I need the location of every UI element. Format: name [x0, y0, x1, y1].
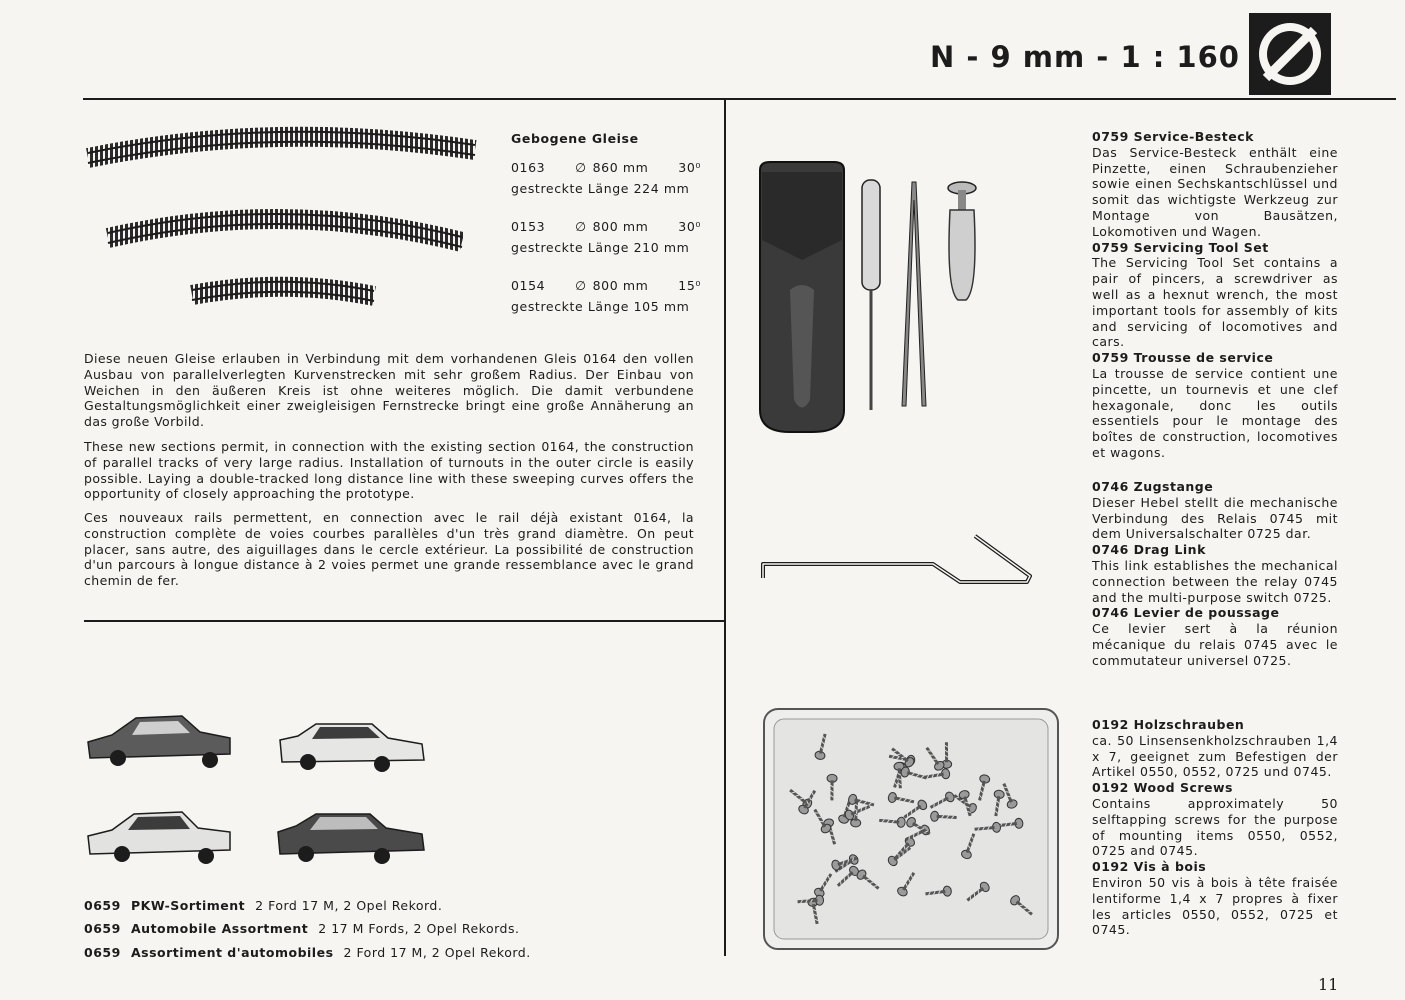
item-title: 0746 Zugstange	[1092, 479, 1214, 494]
track-specs	[511, 128, 701, 334]
track-angle: 30⁰	[678, 160, 701, 175]
track-entry	[511, 216, 701, 258]
car-image	[88, 812, 230, 864]
diameter-icon: ∅	[575, 278, 587, 293]
wood-screws-illustration	[762, 707, 1062, 952]
caption-line	[84, 917, 531, 940]
hexnut-wrench-image	[948, 182, 976, 300]
track-angle: 30⁰	[678, 219, 701, 234]
track-diameter: 800 mm	[592, 219, 649, 234]
track-0154-image	[192, 282, 374, 301]
item-title: 0192 Wood Screws	[1092, 780, 1234, 796]
caption-line	[84, 894, 531, 917]
paragraph-en: These new sections permit, in connection with the existing section 0164, the construction of parallel tracks of very large radius. Installation of turnouts in the outer circle is easily possible. Laying a double-tracked long distance line with these sweeping curves offers the opportunity of closely approaching the prototype.	[84, 439, 694, 502]
item-title: 0746 Drag Link	[1092, 542, 1206, 558]
article-name: PKW-Sortiment	[131, 898, 246, 913]
track-number: 0154	[511, 278, 546, 293]
page-number: 11	[1318, 975, 1339, 994]
cars-caption	[84, 894, 531, 964]
article-name: Assortiment d'automobiles	[131, 944, 334, 960]
cars-illustration	[84, 700, 444, 875]
item-text: Ce levier sert à la réunion mécanique du relais 0745 avec le commutateur universel 0725.	[1092, 621, 1338, 668]
car-image	[278, 814, 424, 864]
article-name: Automobile Assortment	[131, 921, 309, 937]
header-rule	[83, 98, 1396, 100]
item-text: La trousse de service contient une pincette, un tournevis et une clef hexagonale, donc les outils essentiels pour le montage des boîtes de construction, locomotives et wagons.	[1092, 365, 1338, 460]
track-length: gestreckte Länge 210 mm	[511, 240, 690, 255]
item-text: ca. 50 Linsensenkholzschrauben 1,4 x 7, geeignet zum Befestigen der Artikel 0550, 0552, 0725 und 0745.	[1092, 732, 1338, 780]
article-desc: 2 17 M Fords, 2 Opel Rekords.	[318, 921, 520, 937]
drag-link-illustration	[755, 530, 1040, 590]
wood-screws-text	[1092, 717, 1338, 938]
track-diameter: 800 mm	[592, 278, 649, 293]
track-number: 0153	[511, 219, 546, 234]
diameter-icon: ∅	[575, 219, 587, 234]
track-number: 0163	[511, 160, 546, 175]
item-text: The Servicing Tool Set contains a pair of pincers, a screwdriver as well as a hexnut wrench, the most important tools for assembly of kits and servicing of locomotives and cars.	[1092, 255, 1338, 350]
diameter-icon: ∅	[575, 160, 587, 175]
item-title: 0192 Holzschrauben	[1092, 717, 1245, 732]
drag-link-text	[1092, 479, 1338, 669]
item-text: Das Service-Besteck enthält eine Pinzette, einen Schraubenzieher sowie einen Sechskantschlüssel und somit das wichtigste Werkzeug zur Montage von Bausätzen, Lokomotiven und Wagen.	[1092, 144, 1338, 239]
item-text: This link establishes the mechanical connection between the relay 0745 and the multi-purpose switch 0725.	[1092, 557, 1338, 605]
track-entry	[511, 275, 701, 317]
item-title: 0746 Levier de poussage	[1092, 605, 1280, 621]
track-angle: 15⁰	[678, 278, 701, 293]
item-title: 0759 Service-Besteck	[1092, 129, 1254, 144]
section-rule	[84, 620, 725, 622]
track-length: gestreckte Länge 224 mm	[511, 181, 690, 196]
track-heading: Gebogene Gleise	[511, 131, 639, 146]
paragraph-fr: Ces nouveaux rails permettent, en connection avec le rail déjà existant 0164, la construction complète de voies courbes parallèles d'un très grand diamètre. On peut placer, sans autre, des aiguillages dans le cercle extérieur. La possibilité de construction d'un parcours à longue distance à 2 voies permet une grande ressemblance avec le grand chemin de fer.	[84, 510, 694, 589]
track-entry	[511, 157, 701, 199]
car-image	[88, 716, 230, 768]
screwdriver-image	[862, 180, 880, 410]
item-title: 0192 Vis à bois	[1092, 859, 1207, 875]
caption-line	[84, 941, 531, 964]
article-number: 0659	[84, 921, 121, 937]
article-number: 0659	[84, 944, 121, 960]
item-text: Environ 50 vis à bois à tête fraisée lentiforme 1,4 x 7 propres à fixer les articles 0550, 0552, 0725 et 0745.	[1092, 874, 1338, 938]
article-desc: 2 Ford 17 M, 2 Opel Rekord.	[255, 898, 443, 913]
item-title: 0759 Trousse de service	[1092, 350, 1274, 366]
scale-title: N - 9 mm - 1 : 160	[930, 40, 1240, 74]
item-text: Contains approximately 50 selftapping screws for the purpose of mounting items 0550, 0552, 0725 and 0745.	[1092, 795, 1338, 859]
track-0163-image	[88, 132, 475, 163]
track-diameter: 860 mm	[592, 160, 649, 175]
curved-tracks-illustration	[80, 120, 500, 320]
item-title: 0759 Servicing Tool Set	[1092, 239, 1269, 255]
car-image	[280, 724, 424, 772]
slashed-circle-logo-icon	[1249, 13, 1331, 95]
article-desc: 2 Ford 17 M, 2 Opel Rekord.	[343, 944, 531, 960]
pouch-image	[760, 162, 844, 432]
track-0153-image	[108, 214, 462, 247]
service-tool-set-text	[1092, 129, 1338, 461]
track-length: gestreckte Länge 105 mm	[511, 299, 690, 314]
item-text: Dieser Hebel stellt die mechanische Verbindung des Relais 0745 mit dem Universalschalter 0725 dar.	[1092, 494, 1338, 542]
article-number: 0659	[84, 898, 121, 913]
tweezers-image	[902, 182, 926, 406]
column-divider	[724, 100, 726, 956]
service-tool-set-illustration	[752, 160, 992, 440]
paragraph-de: Diese neuen Gleise erlauben in Verbindung mit dem vorhandenen Gleis 0164 den vollen Ausbau von parallelverlegten Kurvenstrecken mit sehr großem Radius. Der Einbau von Weichen in den äußeren Kreis ist ohne weiteres möglich. Die damit verbundene Gestaltungsmöglichkeit einer zweigleisigen Fernstrecke bringt eine große Annäherung an das große Vorbild.	[84, 351, 694, 430]
